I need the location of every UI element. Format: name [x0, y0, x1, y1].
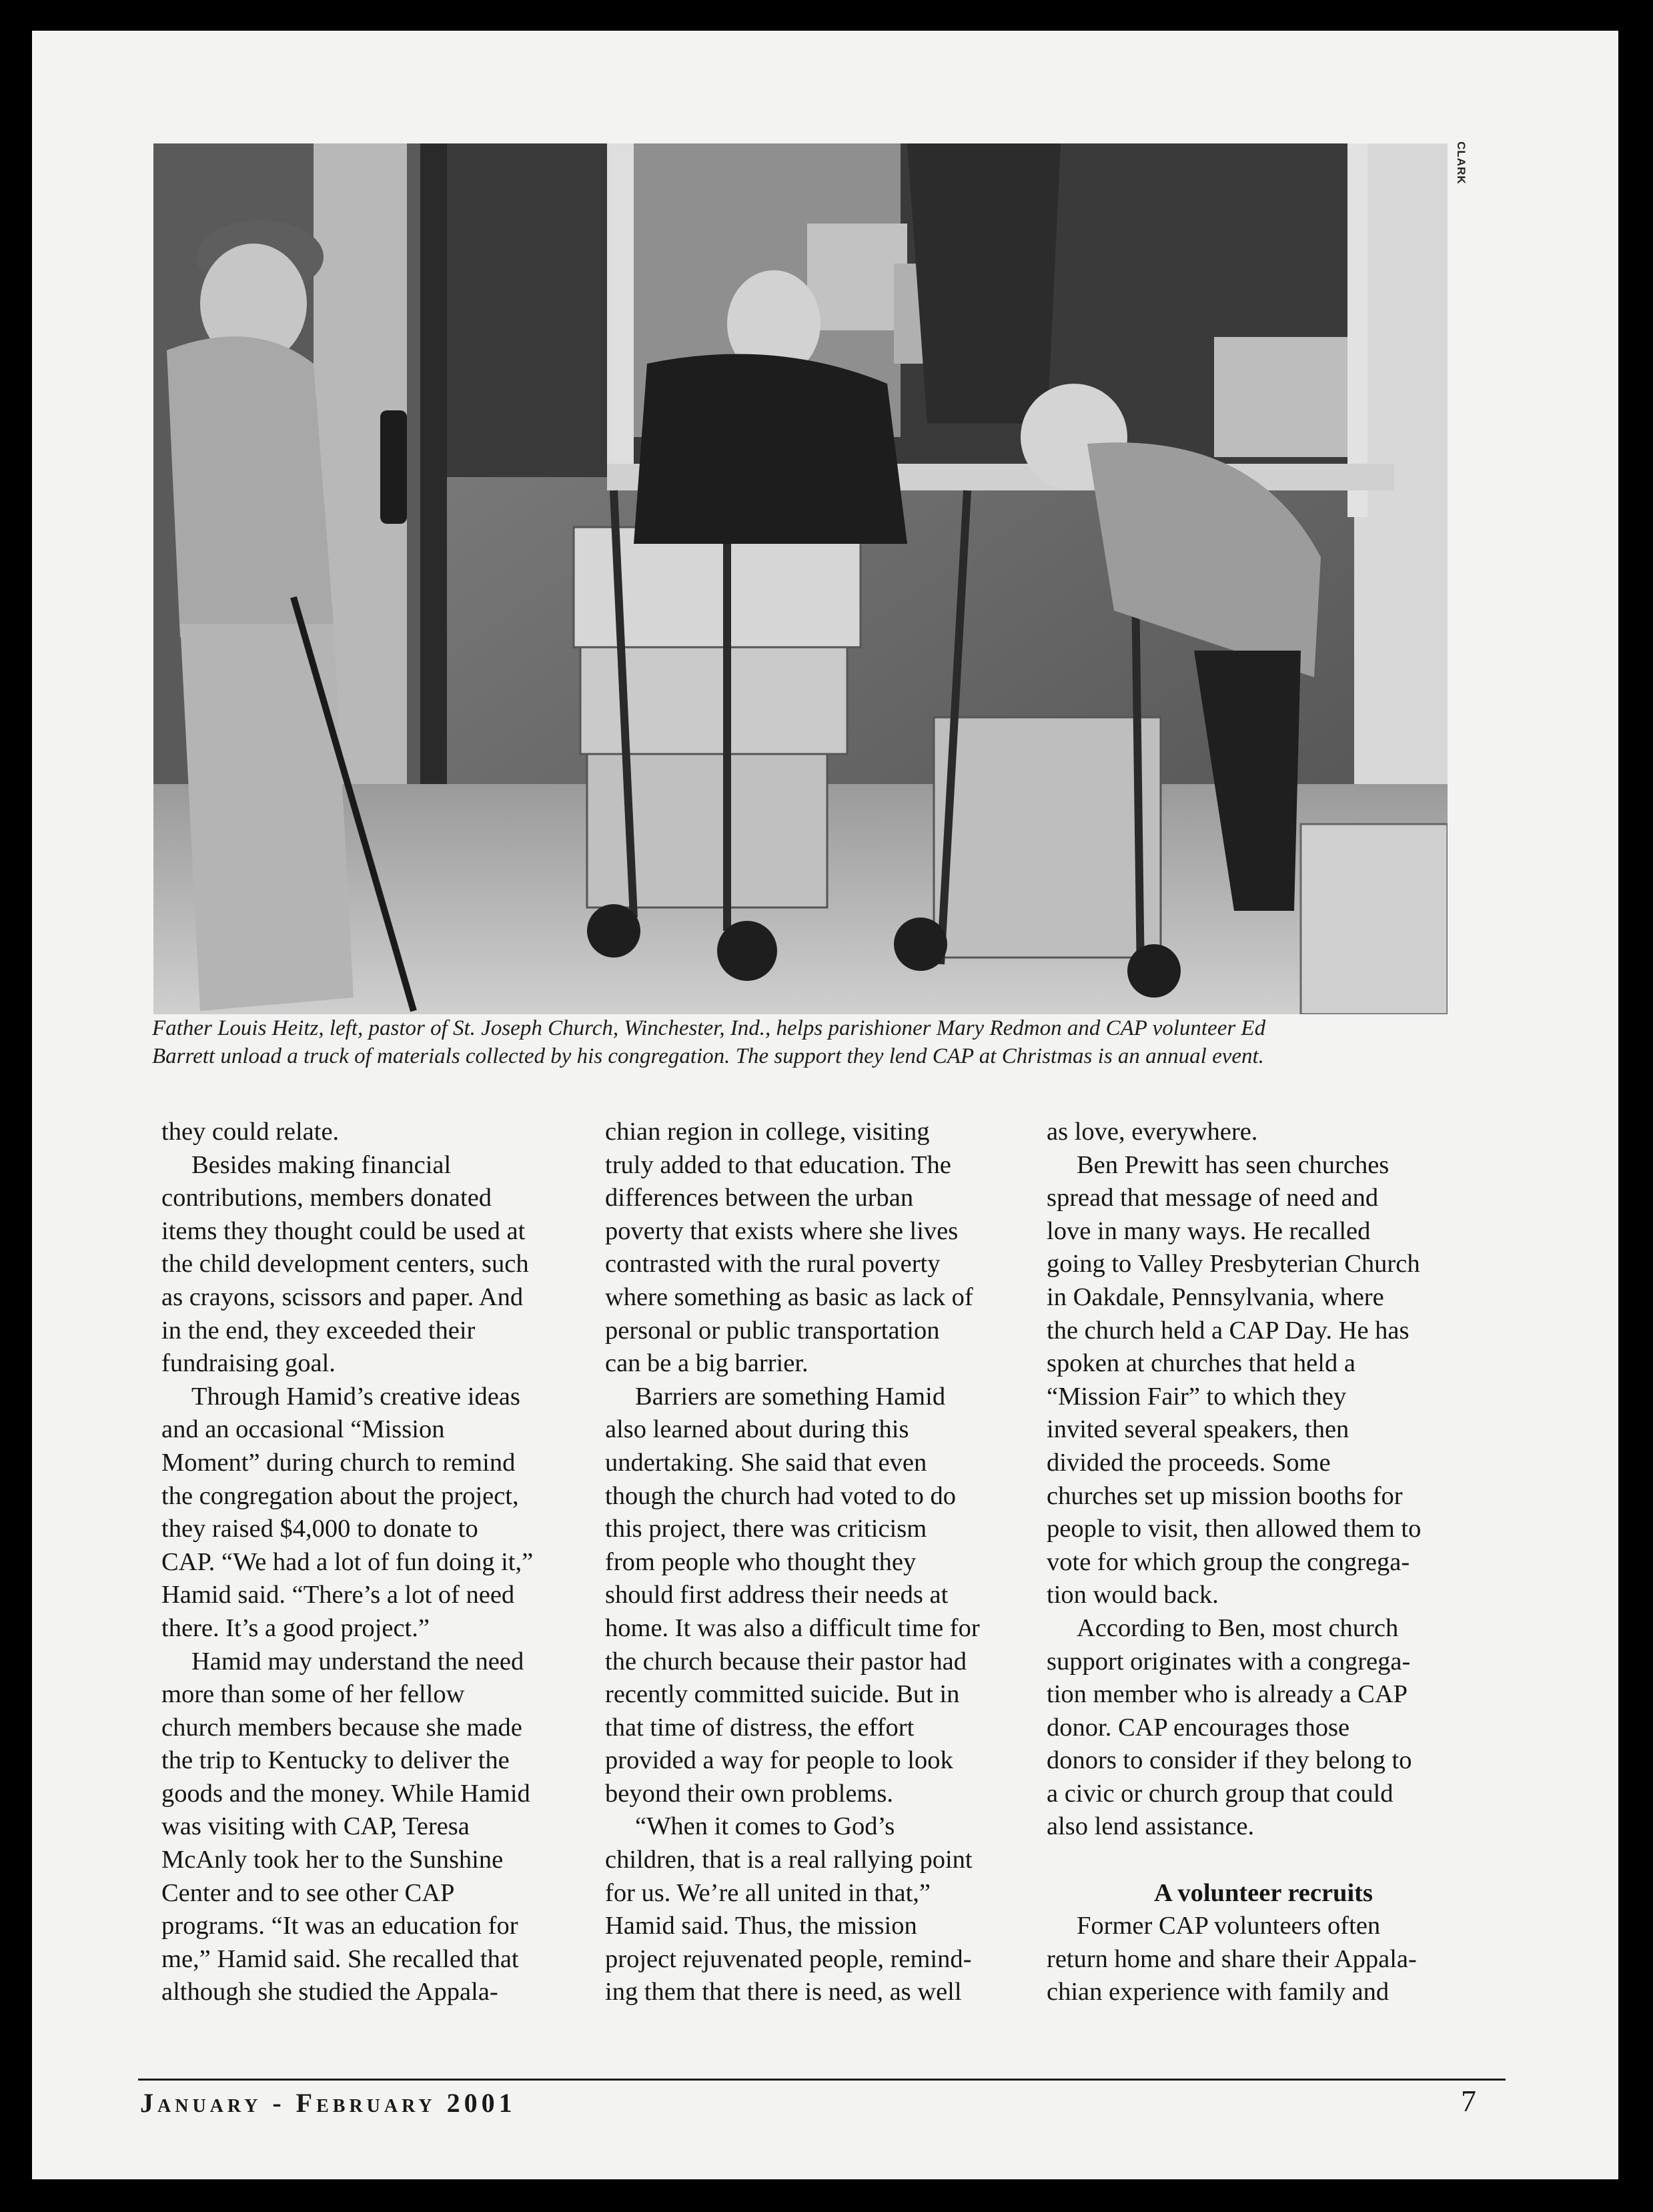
- text-line: personal or public transportation: [605, 1316, 940, 1345]
- text-line: undertaking. She said that even: [605, 1448, 927, 1477]
- text-line: although she studied the Appala-: [161, 1978, 498, 2006]
- text-line: Ben Prewitt has seen churches: [1077, 1150, 1390, 1179]
- text-line: invited several speakers, then: [1047, 1415, 1349, 1444]
- text-line: Former CAP volunteers often: [1077, 1912, 1381, 1940]
- text-line: that time of distress, the effort: [605, 1713, 915, 1742]
- text-line: Hamid said. Thus, the mission: [605, 1912, 917, 1940]
- text-line: the trip to Kentucky to deliver the: [161, 1746, 510, 1775]
- text-line: Besides making financial: [191, 1150, 452, 1179]
- text-line: as love, everywhere.: [1047, 1118, 1258, 1146]
- text-line: churches set up mission booths for: [1047, 1481, 1403, 1510]
- text-line: was visiting with CAP, Teresa: [161, 1812, 470, 1841]
- text-line: contributions, members donated: [161, 1184, 492, 1212]
- text-line: tion member who is already a CAP: [1047, 1680, 1408, 1709]
- text-line: children, that is a real rallying point: [605, 1846, 973, 1874]
- text-line: fundraising goal.: [161, 1349, 336, 1378]
- text-line: also lend assistance.: [1047, 1812, 1255, 1841]
- text-line: CAP. “We had a lot of fun doing it,”: [161, 1547, 534, 1576]
- text-line: home. It was also a difficult time for: [605, 1613, 980, 1642]
- text-line: poverty that exists where she lives: [605, 1216, 959, 1245]
- text-line: me,” Hamid said. She recalled that: [161, 1944, 519, 1973]
- photo-credit: CLARK: [1455, 141, 1468, 185]
- text-line: contrasted with the rural poverty: [605, 1250, 941, 1278]
- text-line: a civic or church group that could: [1047, 1779, 1394, 1808]
- photo-caption: [152, 1014, 1460, 1070]
- footer-rule: [138, 2079, 1506, 2081]
- text-line: for us. We’re all united in that,”: [605, 1878, 931, 1907]
- text-line: people to visit, then allowed them to: [1047, 1515, 1422, 1543]
- text-line: goods and the money. While Hamid: [161, 1779, 530, 1808]
- text-line: can be a big barrier.: [605, 1349, 808, 1378]
- text-line: “When it comes to God’s: [635, 1812, 895, 1841]
- text-line: Barriers are something Hamid: [635, 1382, 946, 1411]
- text-line: chian region in college, visiting: [605, 1118, 930, 1146]
- section-heading: A volunteer recruits: [1154, 1878, 1373, 1907]
- text-line: from people who thought they: [605, 1547, 917, 1576]
- text-line: Center and to see other CAP: [161, 1878, 455, 1907]
- text-line: though the church had voted to do: [605, 1481, 957, 1510]
- text-line: Hamid may understand the need: [191, 1647, 524, 1676]
- article-column-1: [161, 1116, 588, 2009]
- text-line: differences between the urban: [605, 1184, 914, 1212]
- text-line: Hamid said. “There’s a lot of need: [161, 1581, 515, 1609]
- article-column-2: [605, 1116, 1032, 2009]
- text-line: items they thought could be used at: [161, 1216, 526, 1245]
- text-line: “Mission Fair” to which they: [1047, 1382, 1347, 1411]
- text-line: they could relate.: [161, 1118, 340, 1146]
- text-line: ing them that there is need, as well: [605, 1978, 962, 2006]
- text-line: more than some of her fellow: [161, 1680, 465, 1709]
- text-line: tion would back.: [1047, 1581, 1219, 1609]
- text-line: the congregation about the project,: [161, 1481, 519, 1510]
- text-line: project rejuvenated people, remind-: [605, 1944, 972, 1973]
- text-line: chian experience with family and: [1047, 1978, 1390, 2006]
- text-line: the child development centers, such: [161, 1250, 529, 1278]
- issue-date: January - February 2001: [140, 2088, 516, 2118]
- text-line: vote for which group the congrega-: [1047, 1547, 1410, 1576]
- text-line: divided the proceeds. Some: [1047, 1448, 1331, 1477]
- text-line: spread that message of need and: [1047, 1184, 1379, 1212]
- text-line: Moment” during church to remind: [161, 1448, 516, 1477]
- text-line: recently committed suicide. But in: [605, 1680, 960, 1709]
- text-line: donors to consider if they belong to: [1047, 1746, 1412, 1775]
- text-line: According to Ben, most church: [1077, 1613, 1399, 1642]
- text-line: there. It’s a good project.”: [161, 1613, 430, 1642]
- caption-line: Father Louis Heitz, left, pastor of St. Joseph Church, Winchester, Ind., helps parishioner Mary Redmon and CAP volunteer Ed: [152, 1016, 1266, 1040]
- text-line: truly added to that education. The: [605, 1150, 951, 1179]
- text-line: donor. CAP encourages those: [1047, 1713, 1350, 1742]
- text-line: McAnly took her to the Sunshine: [161, 1846, 504, 1874]
- text-line: Through Hamid’s creative ideas: [191, 1382, 520, 1411]
- text-line: and an occasional “Mission: [161, 1415, 445, 1444]
- text-line: as crayons, scissors and paper. And: [161, 1282, 524, 1311]
- text-line: in the end, they exceeded their: [161, 1316, 476, 1345]
- text-line: church members because she made: [161, 1713, 522, 1742]
- text-line: the church because their pastor had: [605, 1647, 967, 1676]
- text-line: they raised $4,000 to donate to: [161, 1515, 478, 1543]
- page-number: 7: [1461, 2084, 1476, 2118]
- text-line: [1047, 1844, 1480, 1877]
- text-line: programs. “It was an education for: [161, 1912, 518, 1940]
- truck-unloading-photo: [153, 143, 1448, 1014]
- text-line: should first address their needs at: [605, 1581, 949, 1609]
- text-line: love in many ways. He recalled: [1047, 1216, 1371, 1245]
- text-line: this project, there was criticism: [605, 1515, 927, 1543]
- text-line: in Oakdale, Pennsylvania, where: [1047, 1282, 1384, 1311]
- text-line: going to Valley Presbyterian Church: [1047, 1250, 1420, 1278]
- text-line: provided a way for people to look: [605, 1746, 953, 1775]
- text-line: the church held a CAP Day. He has: [1047, 1316, 1410, 1345]
- caption-line: Barrett unload a truck of materials collected by his congregation. The support they lend CAP at Christmas is an annual event.: [152, 1044, 1264, 1068]
- text-line: beyond their own problems.: [605, 1779, 893, 1808]
- text-line: support originates with a congrega-: [1047, 1647, 1411, 1676]
- text-line: where something as basic as lack of: [605, 1282, 973, 1311]
- text-line: return home and share their Appala-: [1047, 1944, 1417, 1973]
- text-line: also learned about during this: [605, 1415, 909, 1444]
- article-column-3: [1047, 1116, 1480, 2009]
- text-line: spoken at churches that held a: [1047, 1349, 1355, 1378]
